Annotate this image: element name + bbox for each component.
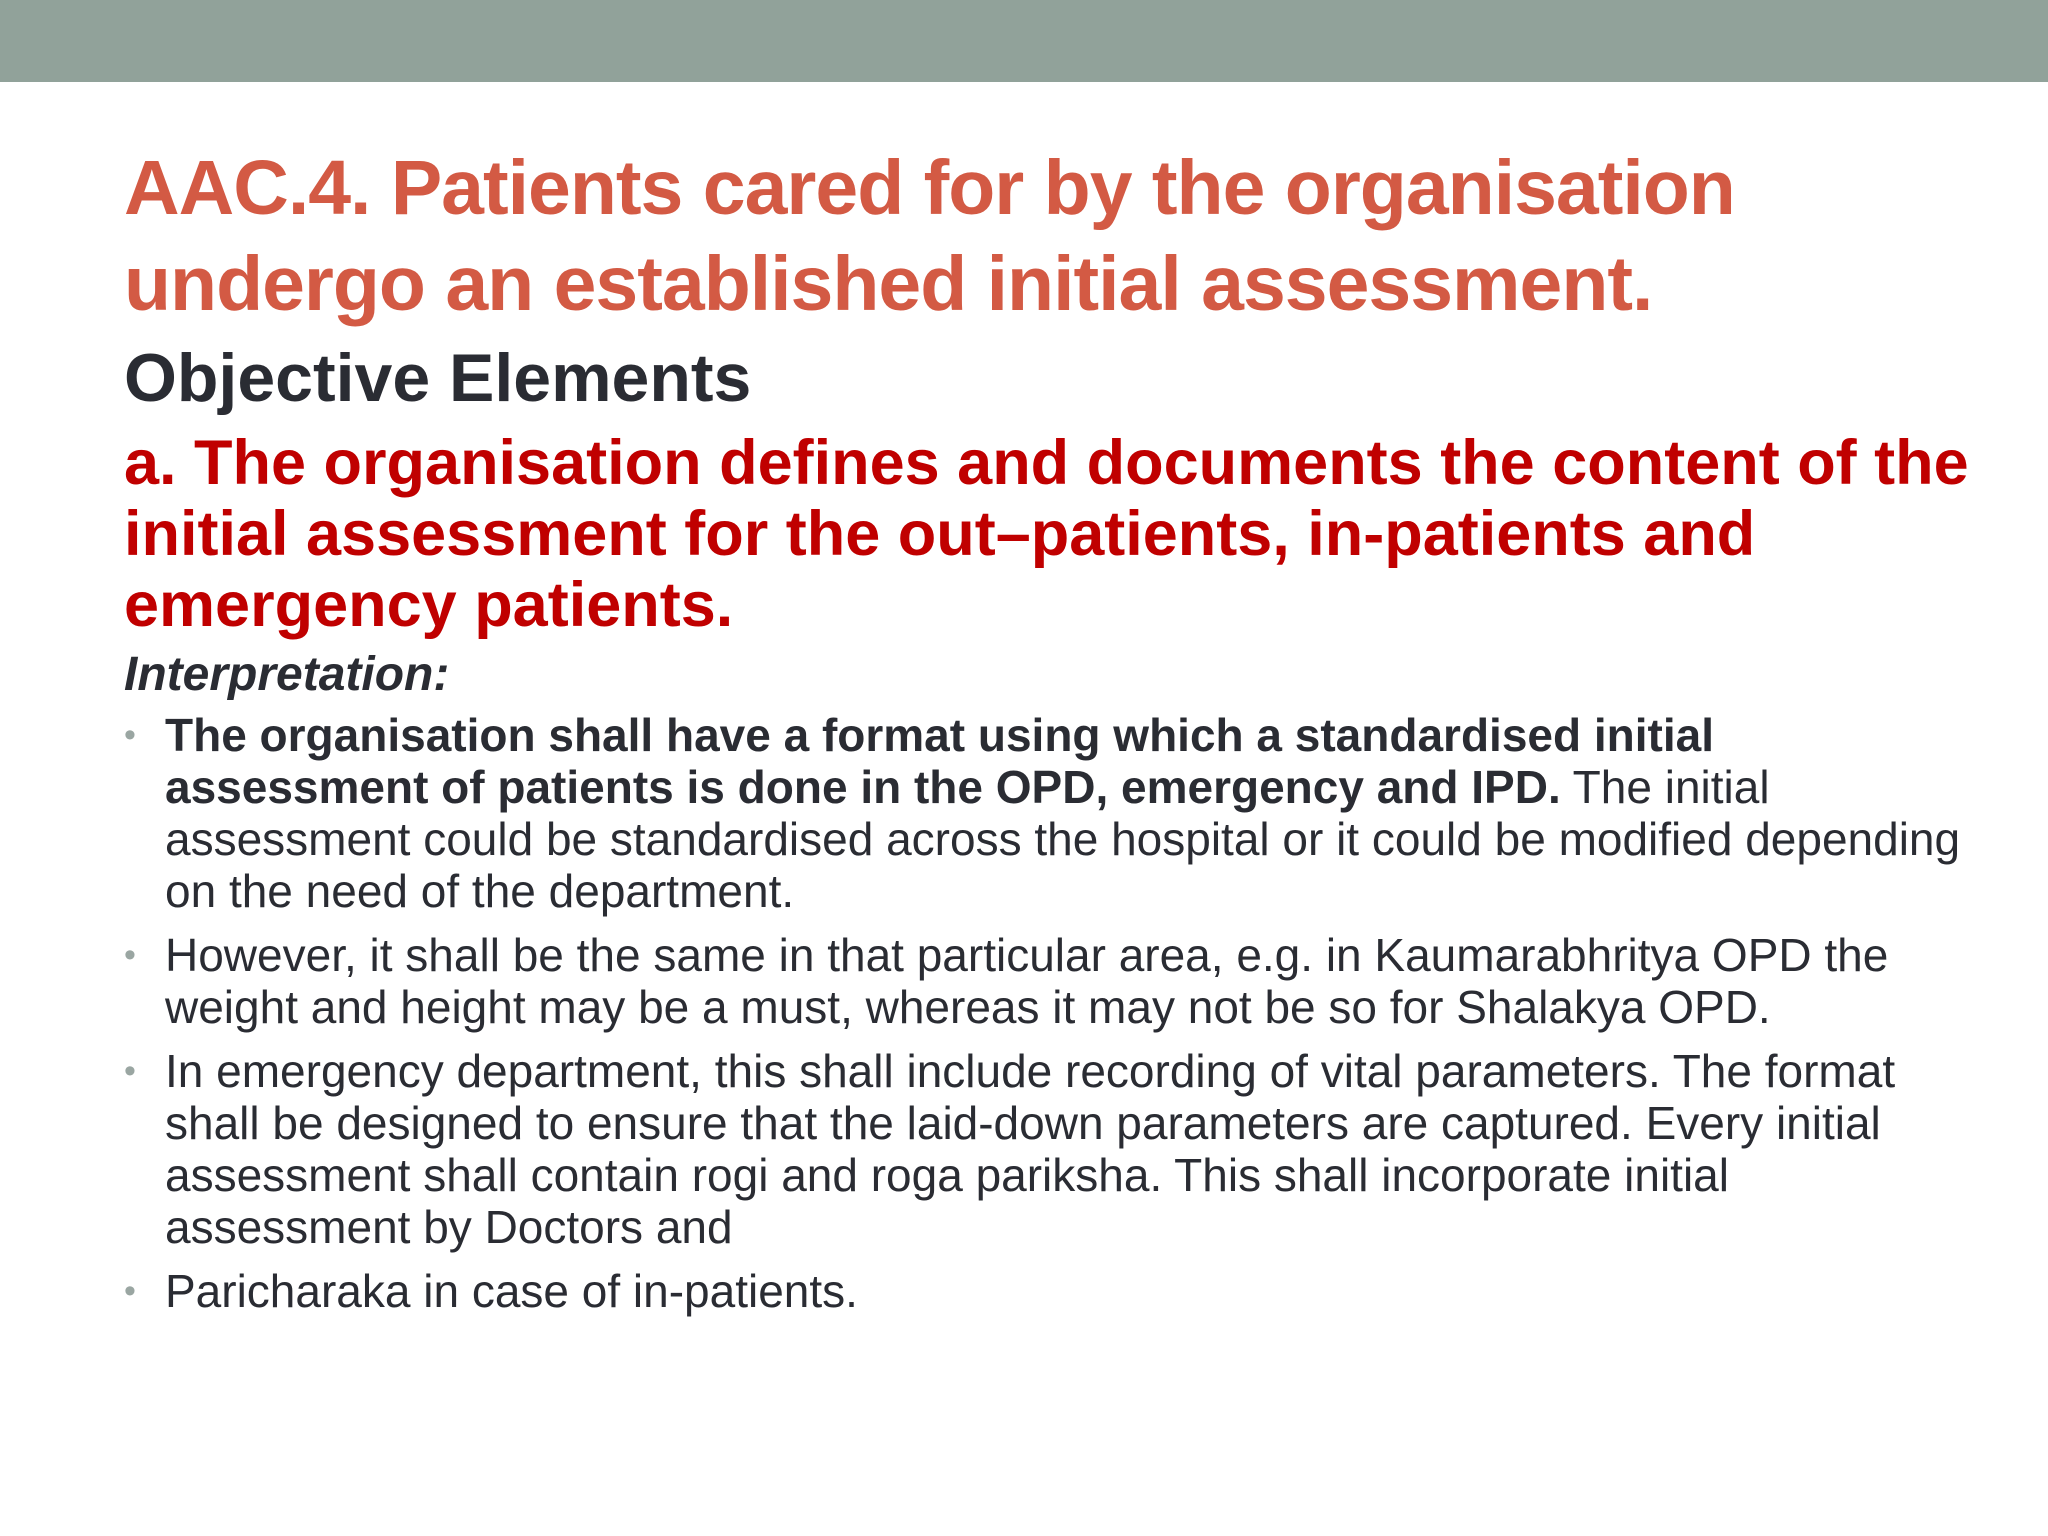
bullet-bold-text: The organisation shall have a format using which a standardised initial assessment of patients is done in the OPD, emergency and IPD. [165,709,1714,813]
bullet-text: The initial assessment could be standardised across the hospital or it could be modified depending on the need of the department. [165,761,1961,917]
section-heading: Objective Elements [124,340,752,416]
bullet-item [124,1265,1984,1317]
bullet-text: In emergency department, this shall include recording of vital parameters. The format shall be designed to ensure that the laid-down parameters are captured. Every initial assessment shall contain rogi and roga pariksha. This shall incorporate initial assessment by Doctors and [165,1045,1896,1253]
bullet-dot-icon: • [124,716,136,754]
bullet-dot-icon: • [124,1272,136,1310]
bullet-item [124,709,1984,917]
bullet-item [124,929,1984,1033]
bullet-dot-icon: • [124,1052,136,1090]
interpretation-label: Interpretation: [124,648,450,701]
objective-element-a: a. The organisation defines and documents the content of the initial assessment for the out–patients, in-patients and emergency patients. [124,428,1969,640]
top-band [0,0,2048,82]
slide-title: AAC.4. Patients cared for by the organisation undergo an established initial assessment. [124,145,1735,327]
bullet-text: Paricharaka in case of in-patients. [165,1265,858,1317]
bullet-text: However, it shall be the same in that particular area, e.g. in Kaumarabhritya OPD the weight and height may be a must, whereas it may not be so for Shalakya OPD. [165,929,1889,1033]
bullet-dot-icon: • [124,936,136,974]
slide-content [124,140,1984,1329]
bullet-item [124,1045,1984,1253]
bullet-list [124,709,1984,1317]
